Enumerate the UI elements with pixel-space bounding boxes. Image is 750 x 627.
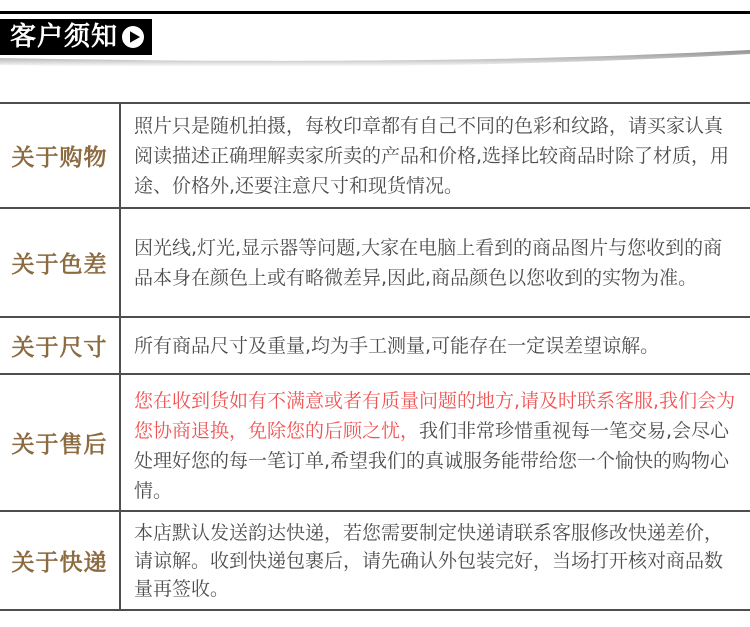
row-label: 关于购物 (0, 104, 121, 207)
body-text: 所有商品尺寸及重量,均为手工测量,可能存在一定误差望谅解。 (134, 334, 660, 357)
play-icon (121, 25, 145, 49)
body-text: 照片只是随机拍摄，每枚印章都有自己不同的色彩和纹路，请买家认真阅读描述正确理解卖家所卖的产品和价格,选择比较商品时除了材质，用途、价格外,还要注意尺寸和现货情况。 (134, 114, 730, 197)
body-text: 本店默认发送韵达快递，若您需要制定快递请联系客服修改快递差价，请谅解。收到快递包裹后，请先确认外包装完好，当场打开核对商品数量再签收。 (134, 521, 724, 600)
top-divider-line (0, 11, 750, 14)
row-content (121, 375, 750, 510)
table-row (0, 104, 750, 209)
row-label: 关于尺寸 (0, 318, 121, 373)
row-label: 关于快递 (0, 512, 121, 609)
page-title: 客户须知 (10, 22, 119, 52)
table-row (0, 375, 750, 512)
shadow-swoosh (0, 50, 750, 74)
row-content (121, 318, 750, 373)
row-label: 关于色差 (0, 209, 121, 316)
table-row (0, 318, 750, 375)
row-content (121, 512, 750, 609)
highlight-text: 您在收到货如有不满意或者有质量问题的地方,请及时联系客服,我们会为您协商退换，免除您的后顾之忧， (134, 390, 736, 442)
body-text: 我们非常珍惜重视每一笔交易,会尽心处理好您的每一笔订单,希望我们的真诚服务能带给您一个愉快的购物心情。 (134, 420, 730, 502)
notice-table (0, 102, 750, 611)
body-text: 因光线,灯光,显示器等问题,大家在电脑上看到的商品图片与您收到的商品本身在颜色上或有略微差异,因此,商品颜色以您收到的实物为准。 (134, 236, 723, 289)
table-row (0, 512, 750, 611)
row-label: 关于售后 (0, 375, 121, 510)
row-content (121, 209, 750, 316)
table-row (0, 209, 750, 318)
row-content (121, 104, 750, 207)
